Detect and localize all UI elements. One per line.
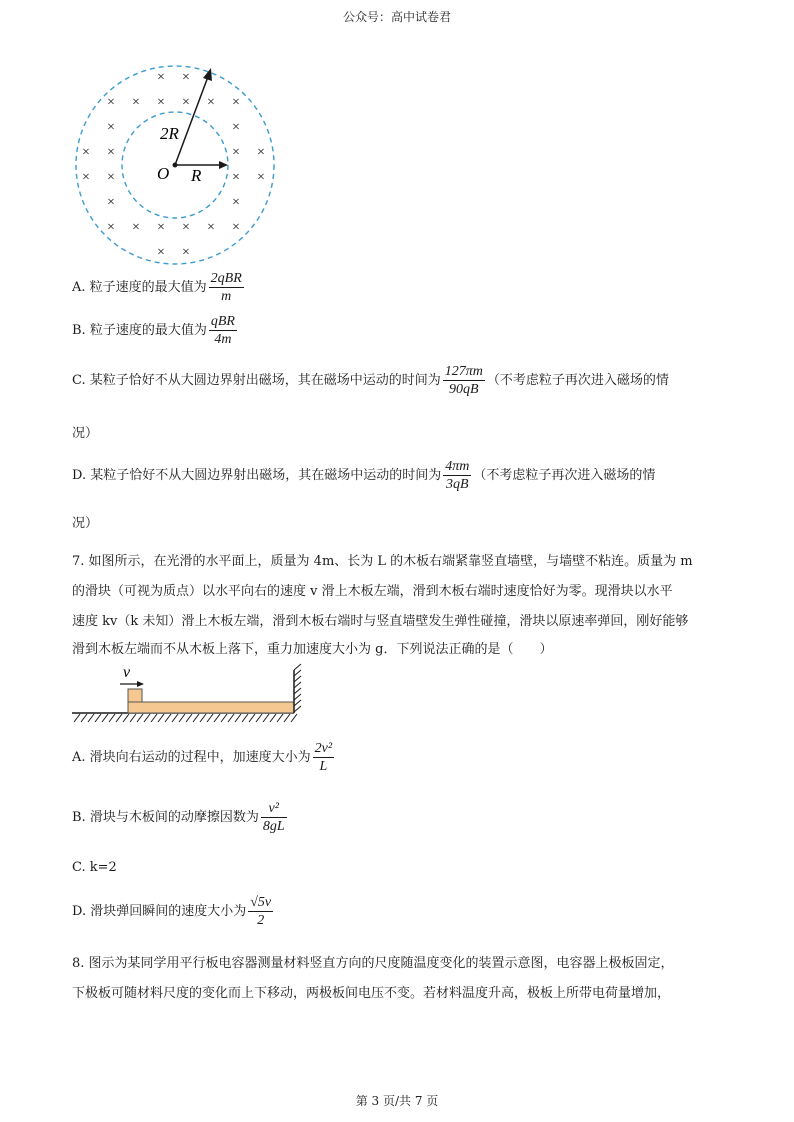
hatch-line [294,694,301,700]
field-cross-mark: × [182,245,190,260]
label-v: v [123,664,131,681]
hatch-line [123,714,129,722]
hatch-line [277,714,283,722]
fraction: $\frac{\text{2qBR}}{m}$ [210,271,242,304]
field-cross-mark: × [257,170,265,185]
field-cross-mark: × [232,195,240,210]
hatch-line [74,714,80,722]
hatch-line [242,714,248,722]
q6-option-a: A. 粒子速度的最大值为 $\frac{\text{2qBR}}{m}$ [72,271,242,304]
field-cross-mark: × [207,220,215,235]
field-cross-mark: × [232,95,240,110]
center-dot [173,163,178,168]
q7-option-b: B. 滑块与木板间的动摩擦因数为 $\frac{\text{v²}}{8gL}$ [72,801,285,834]
page-footer: 第 3 页/共 7 页 [355,1094,439,1108]
hatch-line [294,676,301,682]
hatch-line [249,714,255,722]
hatch-line [179,714,185,722]
q6-option-d: D. 某粒子恰好不从大圆边界射出磁场，其在磁场中运动的时间为 $\frac{4\pi m}{3qB}$ （不考虑粒子再次进入磁场的情 [72,459,656,492]
field-cross-mark: × [107,170,115,185]
hatch-line [256,714,262,722]
hatch-line [172,714,178,722]
q8-stem-line-2: 下极板可随材料尺度的变化而上下移动，两极板间电压不变。若材料温度升高，极板上所带电荷量增加， [72,986,671,1001]
field-cross-mark: × [232,120,240,135]
hatch-line [294,664,301,670]
wall-hatch [294,664,301,712]
hatch-line [137,714,143,722]
hatch-line [294,700,301,706]
hatch-line [109,714,115,722]
field-cross-mark: × [157,70,165,85]
label-2R: 2R [160,124,179,143]
board-wall-figure [72,660,312,726]
field-cross-mark: × [207,95,215,110]
hatch-line [294,706,301,712]
field-cross-mark: × [132,220,140,235]
sliding-block [128,689,142,702]
q6-option-c: C. 某粒子恰好不从大圆边界射出磁场，其在磁场中运动的时间为 $\frac{127\pi m}{90qB}$ （不考虑粒子再次进入磁场的情 [72,364,669,397]
hatch-line [116,714,122,722]
field-cross-mark: × [157,220,165,235]
hatch-line [130,714,136,722]
hatch-line [263,714,269,722]
field-cross-mark: × [232,220,240,235]
field-cross-mark: × [107,145,115,160]
field-cross-mark: × [182,95,190,110]
hatch-line [158,714,164,722]
hatch-line [144,714,150,722]
fraction: $\frac{127\pi m}{90qB}$ [444,364,483,397]
q7-option-a: A. 滑块向右运动的过程中，加速度大小为 $\frac{\text{2v²}}{L}$ [72,741,333,774]
hatch-line [151,714,157,722]
field-cross-mark: × [82,145,90,160]
label-R: R [191,166,202,185]
q7-option-d: D. 滑块弹回瞬间的速度大小为 $\frac{√5v}{2}$ [72,895,272,928]
floor-hatch [74,714,297,722]
hatch-line [228,714,234,722]
q8-stem-line-1: 8. 图示为某同学用平行板电容器测量材料竖直方向的尺度随温度变化的装置示意图，电容器上极板固定， [72,956,674,971]
fraction: $\frac{4\pi m}{3qB}$ [445,459,470,492]
hatch-line [102,714,108,722]
fraction: $\frac{√5v}{2}$ [250,895,272,928]
fraction: $\frac{\text{v²}}{8gL}$ [262,801,285,834]
hatch-line [186,714,192,722]
radius-2R-arrow [175,74,209,165]
q7-stem-line-3: 速度 kv（k 未知）滑上木板左端，滑到木板右端时与竖直墙壁发生弹性碰撞，滑块以原速率弹回，刚好能够 [72,614,689,629]
radius-R-arrowhead [219,161,228,169]
hatch-line [95,714,101,722]
q7-stem-line-2: 的滑块（可视为质点）以水平向右的速度 v 滑上木板左端，滑到木板右端时速度恰好为零。现滑块以水平 [72,584,673,599]
hatch-line [294,688,301,694]
hatch-line [291,714,297,722]
fraction: $\frac{\text{2v²}}{L}$ [314,741,333,774]
label-O: O [157,164,170,183]
field-cross-mark: × [107,220,115,235]
hatch-line [88,714,94,722]
q7-stem-line-1: 7. 如图所示，在光滑的水平面上，质量为 4m、长为 L 的木板右端紧靠竖直墙壁，与墙壁不粘连。质量为 m [72,554,693,569]
hatch-line [214,714,220,722]
field-cross-mark: × [107,95,115,110]
field-cross-mark: × [107,195,115,210]
field-cross-mark: × [157,95,165,110]
q6-option-d-cont: 况） [72,516,99,531]
field-cross-mark: × [107,120,115,135]
velocity-arrowhead [137,681,144,687]
hatch-line [81,714,87,722]
hatch-line [294,670,301,676]
wooden-board [128,702,294,713]
fraction: $\frac{\text{qBR}}{4m}$ [210,314,235,347]
field-cross-mark: × [82,170,90,185]
field-cross-mark: × [257,145,265,160]
hatch-line [207,714,213,722]
field-cross-mark: × [232,145,240,160]
field-cross-mark: × [157,245,165,260]
field-cross-mark: × [182,70,190,85]
field-cross-mark: × [182,220,190,235]
hatch-line [270,714,276,722]
field-cross-mark: × [132,95,140,110]
q6-option-c-cont: 况） [72,426,99,441]
hatch-line [193,714,199,722]
field-cross-mark: × [232,170,240,185]
page-header: 公众号：高中试卷君 [342,10,451,24]
hatch-line [284,714,290,722]
hatch-line [221,714,227,722]
q7-stem-line-4: 滑到木板左端而不从木板上落下，重力加速度大小为 g．下列说法正确的是（ ） [72,642,553,657]
hatch-line [200,714,206,722]
q6-option-b: B. 粒子速度的最大值为 $\frac{\text{qBR}}{4m}$ [72,314,235,347]
hatch-line [165,714,171,722]
magnetic-field-figure [70,62,290,272]
hatch-line [235,714,241,722]
hatch-line [294,682,301,688]
q7-option-c: C. k=2 [72,860,117,875]
